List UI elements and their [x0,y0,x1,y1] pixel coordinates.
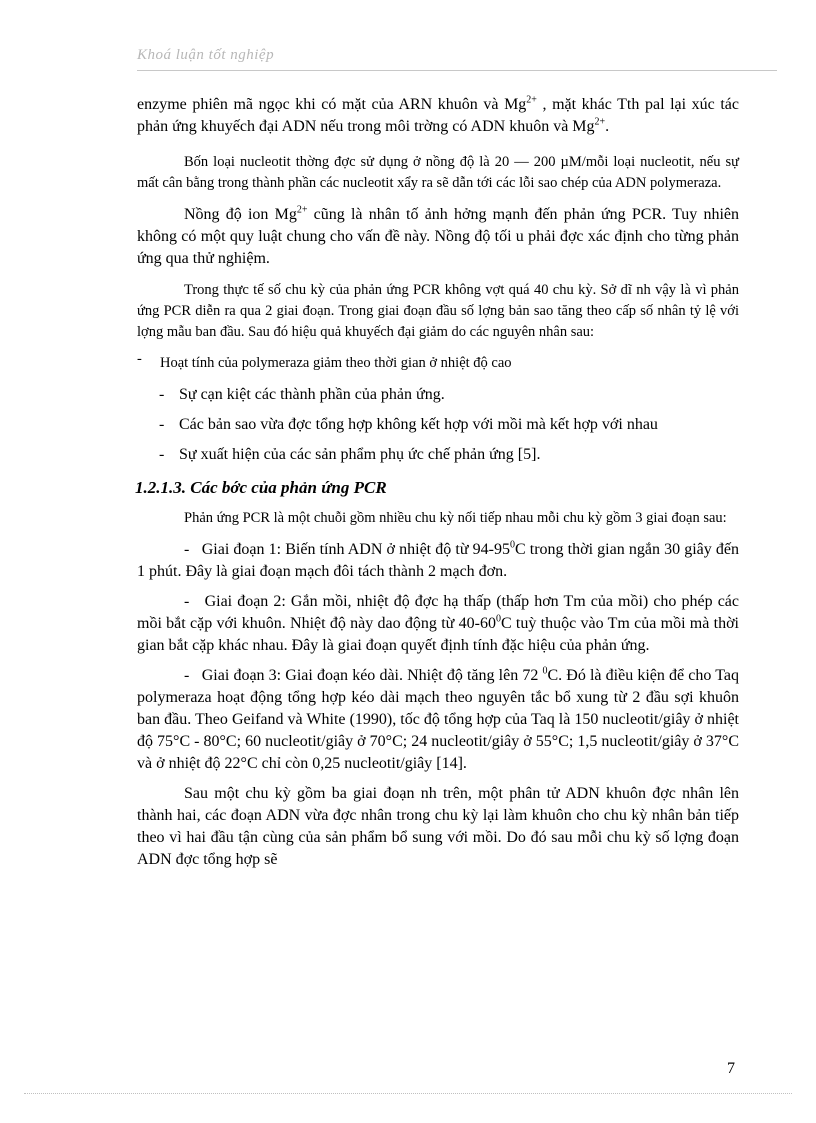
bullet-item [137,384,739,406]
page-header [137,44,777,74]
paragraph-stage-1-text-a: Giai đoạn 1: Biến tính ADN ở nhiệt độ từ 94-95 [201,541,510,558]
footer-rule [24,1093,792,1094]
bullet-item [137,414,739,436]
header-title: Khoá luận tốt nghiệp [137,47,275,63]
superscript: 0 [509,539,515,551]
superscript: 2+ [594,116,606,128]
paragraph-stage-3 [137,665,739,775]
section-heading: 1.2.1.3. Các bớc của phản ứng PCR [135,478,387,497]
bullet-text: Hoạt tính của polymeraza giảm theo thời gian ở nhiệt độ cao [160,355,512,371]
paragraph-pcr-stages: Phản ứng PCR là một chuỗi gồm nhiều chu kỳ nối tiếp nhau mỗi chu kỳ gồm 3 giai đoạn sau: [184,510,727,526]
paragraph-stage-2-text-b: C tuỳ thuộc vào Tm của mồi mà thời gian bắt cặp khác nhau. Đây là giai đoạn quyết định tính đặc hiệu của phản ứng. [137,615,739,654]
page-number: 7 [727,1060,735,1077]
bullet-dash: - [159,386,165,403]
paragraph-stage-3-text-b: C. Đó là điều kiện để cho Taq polymeraza hoạt động tổng hợp kéo dài mạch theo nguyên tắc bổ xung từ 2 đầu sợi khuôn ban đầu. Theo Geifand và White (1990), tốc độ tổng hợp của Taq là 150 nucleotit/giây ở nhiệt độ 75°C - 80°C; 60 nucleotit/giây ở 70°C; 24 nucleotit/giây ở 55°C; 1,5 nucleotit/giây ở 37°C và ở nhiệt độ 22°C chỉ còn 0,25 nucleotit/giây [14]. [137,667,739,772]
bullet-dash: - [159,416,165,433]
paragraph-magnesium [137,204,739,270]
paragraph-stage-1 [137,539,739,583]
bullet-item [137,353,739,374]
bullet-dash: - [137,351,142,367]
paragraph-enzyme [137,94,739,138]
bullet-item [137,444,739,466]
paragraph-after-cycle: Sau một chu kỳ gồm ba giai đoạn nh trên, một phân tử ADN khuôn đợc nhân lên thành hai, các đoạn ADN vừa đợc nhân trong chu kỳ lại làm khuôn cho chu kỳ nhân bản tiếp theo vì hai đầu tận cùng của sản phẩm bổ sung với mồi. Do đó sau mỗi chu kỳ số lợng đoạn ADN đợc tổng hợp sẽ [137,785,739,868]
bullet-text: Sự cạn kiệt các thành phần của phản ứng. [179,386,445,403]
bullet-text: Các bản sao vừa đợc tổng hợp không kết hợp với mồi mà kết hợp với nhau [179,416,658,433]
superscript: 0 [495,613,501,625]
bullet-dash: - [159,446,165,463]
stage-dash: - [184,667,190,684]
header-rule [137,70,777,71]
paragraph-enzyme-text-a: enzyme phiên mã ngọc khi có mặt của ARN khuôn và Mg [137,96,527,113]
superscript: 0 [542,665,548,677]
superscript: 2+ [296,204,308,216]
stage-dash: - [184,541,190,558]
paragraph-magnesium-text-b: cũng là nhân tố ảnh hởng mạnh đến phản ứng PCR. Tuy nhiên không có một quy luật chung cho vấn đề này. Nồng độ tối u phải đợc xác định cho từng phản ứng qua thử nghiệm. [137,206,740,267]
paragraph-magnesium-text-a: Nồng độ ion Mg [184,206,297,223]
paragraph-enzyme-text-b: , mặt khác Tth pal lại xúc tác phản ứng khuyếch đại ADN nếu trong môi trờng có ADN khuôn và Mg [137,96,739,135]
page-body [137,94,739,871]
paragraph-stage-2 [137,591,739,657]
bullet-text: Sự xuất hiện của các sản phẩm phụ ức chế phản ứng [5]. [179,446,541,463]
paragraph-nucleotide: Bốn loại nucleotit thờng đợc sử dụng ở nồng độ là 20 — 200 µM/mỗi loại nucleotit, nếu sự mất cân bằng trong thành phần các nucleotit xẩy ra sẽ dẫn tới các lỗi sao chép của ADN polymeraza. [137,154,739,191]
paragraph-stage-2-text-a: Giai đoạn 2: Gắn mồi, nhiệt độ đợc hạ thấp (thấp hơn Tm của mồi) cho phép các mồi bắt cặp với khuôn. Nhiệt độ này dao động từ 40-60 [137,593,739,632]
paragraph-stage-1-text-b: C trong thời gian ngắn 30 giây đến 1 phút. Đây là giai đoạn mạch đôi tách thành 2 mạch đơn. [137,541,740,580]
superscript: 2+ [526,94,537,106]
stage-dash: - [184,593,190,610]
paragraph-enzyme-text-c: . [605,118,610,135]
paragraph-cycles: Trong thực tế số chu kỳ của phản ứng PCR không vợt quá 40 chu kỳ. Sở dĩ nh vậy là vì phản ứng PCR diễn ra qua 2 giai đoạn. Trong giai đoạn đầu số lợng bản sao tăng theo cấp số nhân tỷ lệ với lợng mẫu ban đầu. Sau đó hiệu quả khuyếch đại giảm do các nguyên nhân sau: [137,282,739,340]
paragraph-stage-3-text-a: Giai đoạn 3: Giai đoạn kéo dài. Nhiệt độ tăng lên 72 [201,667,543,684]
